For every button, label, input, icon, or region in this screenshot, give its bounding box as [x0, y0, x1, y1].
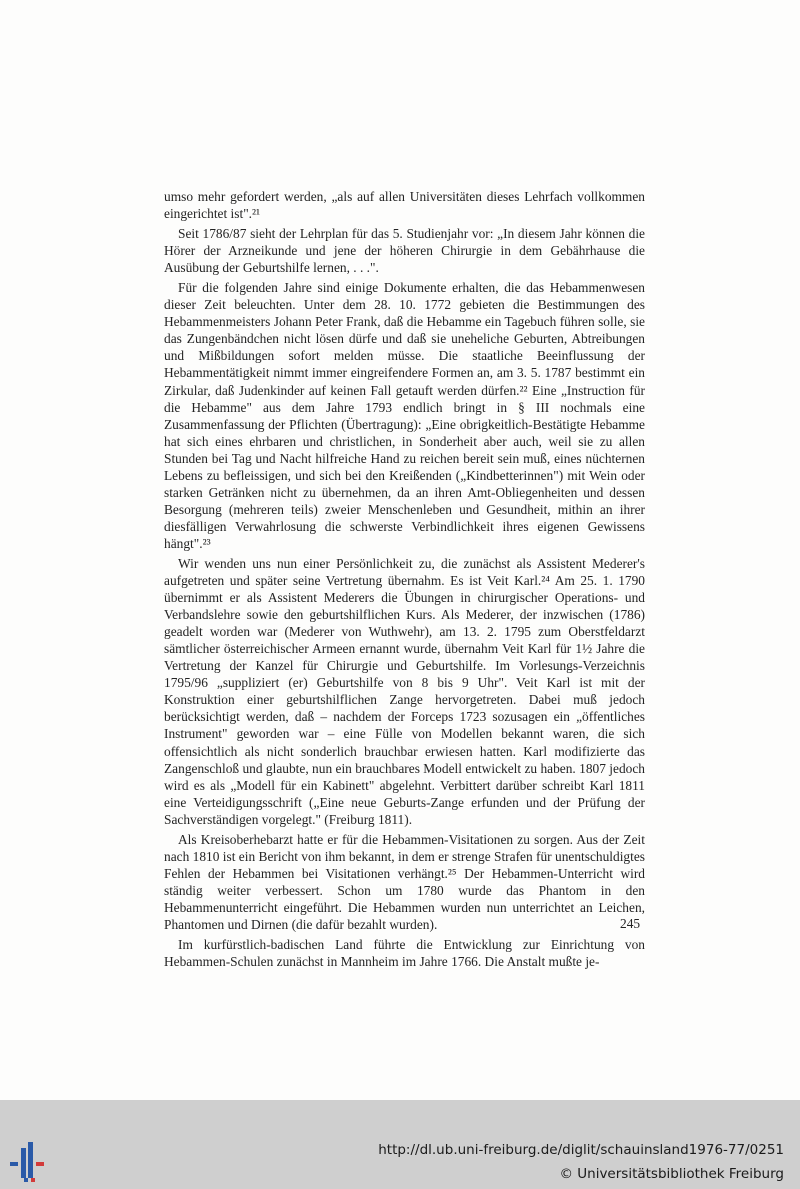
- paragraph: umso mehr gefordert werden, „als auf allen Universitäten dieses Lehrfach vollkommen eingerichtet ist".²¹: [164, 189, 645, 222]
- ub-freiburg-logo-icon: [8, 1140, 52, 1182]
- paragraph: Als Kreisoberhebarzt hatte er für die Hebammen-Visitationen zu sorgen. Aus der Zeit nach 1810 ist ein Bericht von ihm bekannt, in dem er strenge Strafen für unentschuldigtes Fehlen der Hebammen bei Visitationen verhängt.²⁵ Der Hebammen-Unterricht wird ständig weiter verbessert. Schon um 1780 wurde das Phantom in den Hebammenunterricht eingeführt. Die Hebammen wurden nun unterrichtet an Leichen, Phantomen und Dirnen (die dafür bezahlt wurden).: [164, 831, 645, 932]
- body-text: [164, 188, 645, 973]
- paragraph: Für die folgenden Jahre sind einige Dokumente erhalten, die das Hebammenwesen dieser Zeit beleuchten. Unter dem 28. 10. 1772 gebieten die Bestimmungen des Hebammenmeisters Johann Peter Frank, daß die Hebamme ein Tagebuch führen solle, sie das Zungenbändchen nicht lösen dürfe und daß sie uneheliche Geburten, Abtreibungen und Mißbildungen sofort melden müsse. Die staatliche Beeinflussung der Hebammentätigkeit nimmt immer eingreifendere Formen an, am 3. 5. 1787 bestimmt ein Zirkular, daß Judenkinder auf keinen Fall getauft werden dürfen.²² Eine „Instruction für die Hebamme" aus dem Jahre 1793 endlich bringt in § III nochmals eine Zusammenfassung der Pflichten (Übertragung): „Eine obrigkeitlich-Bestätigte Hebamme hat sich eines ehrbaren und christlichen, in Sonderheit aber auch, weil sie zu allen Stunden bei Tag und Nacht hilfreiche Hand zu reichen bereit sein muß, eines nüchternen Lebens zu befleissigen, und sich bei den Kreißenden („Kindbetterinnen") mit Wein oder starken Getränken nicht zu übernehmen, da an ihren Amt-Obliegenheiten und dessen Besorgung (mehreren teils) zweier Menschenleben und Gesundheit, mithin an ihrer diesfälligen Verwahrlosung die schwerste Verbindlichkeit ihres eigenen Gewissens hängt".²³: [164, 280, 645, 551]
- copyright-notice: © Universitätsbibliothek Freiburg: [559, 1166, 784, 1182]
- paragraph: Seit 1786/87 sieht der Lehrplan für das 5. Studienjahr vor: „In diesem Jahr können die Hörer der Arzneikunde und jene der höheren Chirurgie in dem Gebährhause die Ausübung der Geburtshilfe lernen, . . .".: [164, 226, 645, 276]
- permalink-link[interactable]: http://dl.ub.uni-freiburg.de/diglit/schauinsland1976-77/0251: [378, 1142, 784, 1158]
- paragraph: Im kurfürstlich-badischen Land führte die Entwicklung zur Einrichtung von Hebammen-Schulen zunächst in Mannheim im Jahre 1766. Die Anstalt mußte je-: [164, 937, 645, 970]
- page-number: 245: [620, 916, 641, 931]
- paragraph: Wir wenden uns nun einer Persönlichkeit zu, die zunächst als Assistent Mederer's aufgetreten und später seine Vertretung übernahm. Es ist Veit Karl.²⁴ Am 25. 1. 1790 übernimmt er als Assistent Mederers die Übungen in chirurgischer Operations- und Verbandslehre sowie den geburtshilflichen Kurs. Als Mederer, der inzwischen (1786) geadelt worden war (Mederer von Wuthwehr), am 13. 2. 1795 zum Oberstfeldarzt sämtlicher österreichischer Armeen ernannt wurde, übernahm Veit Karl für 1½ Jahre die Vertretung der Kanzel für Chirurgie und Geburtshilfe. Im Vorlesungs-Verzeichnis 1795/96 „suppliziert (er) Geburtshilfe von 8 bis 9 Uhr". Veit Karl ist mit der Konstruktion einer geburtshilflichen Zange hervorgetreten. Dabei muß jedoch berücksichtigt werden, daß – nachdem der Forceps 1723 sozusagen ein „öffentliches Instrument" geworden war – eine Fülle von Modellen bekannt waren, die sich offensichtlich als nicht sonderlich brauchbar erwiesen hatten. Karl modifizierte das Zangenschloß und glaubte, nun ein brauchbares Modell entwickelt zu haben. 1807 jedoch wird es als „Modell für ein Kabinett" abgelehnt. Verbittert darüber schreibt Karl 1811 eine Verteidigungsschrift („Eine neue Geburts-Zange erfunden und der Prüfung der Sachverständigen vorgelegt." (Freiburg 1811).: [164, 555, 645, 827]
